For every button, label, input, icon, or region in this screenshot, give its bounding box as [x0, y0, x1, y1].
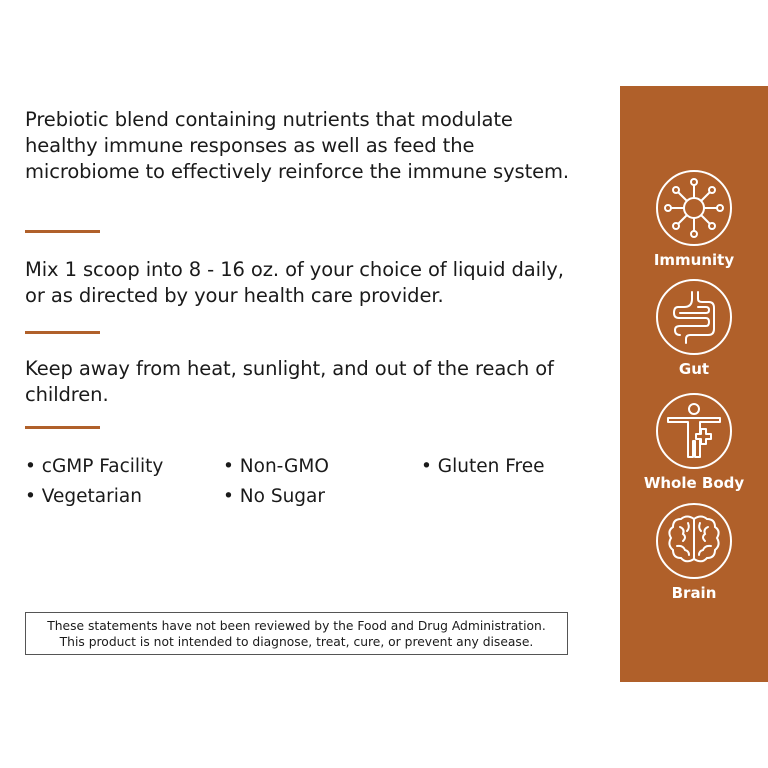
feature-cgmp: • cGMP Facility	[25, 456, 164, 477]
feature-no-sugar: • No Sugar	[223, 486, 325, 507]
whole-body-icon	[654, 391, 734, 471]
gut-icon	[654, 277, 734, 357]
benefit-label: Immunity	[653, 251, 735, 269]
feature-vegetarian: • Vegetarian	[25, 486, 142, 507]
benefit-label: Brain	[671, 584, 717, 602]
description-text: Prebiotic blend containing nutrients that modulate healthy immune responses as well as feed the microbiome to effectively reinforce the immune system.	[25, 108, 570, 183]
feature-non-gmo: • Non-GMO	[223, 456, 329, 477]
benefits-panel	[620, 86, 768, 682]
benefit-label: Gut	[678, 360, 710, 378]
feature-gluten-free: • Gluten Free	[421, 456, 545, 477]
fda-disclaimer	[25, 612, 568, 655]
directions-text: Mix 1 scoop into 8 - 16 oz. of your choice of liquid daily, or as directed by your health care provider.	[25, 258, 564, 307]
benefit-whole-body	[620, 391, 768, 492]
benefit-label: Whole Body	[643, 474, 745, 492]
divider	[25, 426, 100, 429]
benefit-immunity	[620, 168, 768, 269]
storage-text: Keep away from heat, sunlight, and out of the reach of children.	[25, 357, 554, 406]
benefit-gut	[620, 277, 768, 378]
disclaimer-line-2: This product is not intended to diagnose, treat, cure, or prevent any disease.	[59, 635, 534, 649]
benefit-brain	[620, 501, 768, 602]
disclaimer-line-1: These statements have not been reviewed by the Food and Drug Administration.	[47, 619, 546, 633]
divider	[25, 331, 100, 334]
divider	[25, 230, 100, 233]
immunity-icon	[654, 168, 734, 248]
brain-icon	[654, 501, 734, 581]
